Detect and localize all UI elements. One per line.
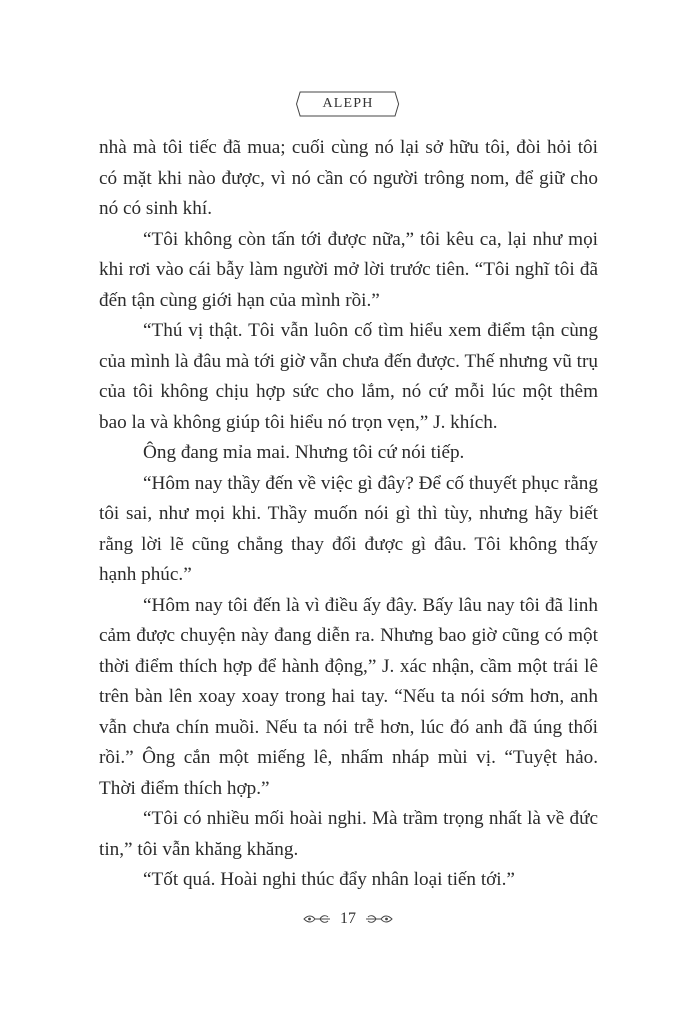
paragraph: “Tốt quá. Hoài nghi thúc đẩy nhân loại tiến tới.”: [143, 869, 515, 890]
paragraph: “Thú vị thật. Tôi vẫn luôn cố tìm hiểu xem điểm tận cùng của mình là đâu mà tới giờ vẫn chưa đến được. Thế nhưng vũ trụ của tôi không chịu hợp sức cho lắm, nó cứ mỗi lúc một thêm bao la và không giúp tôi hiểu nó trọn vẹn,” J. khích.: [99, 320, 598, 433]
paragraph: Ông đang mỉa mai. Nhưng tôi cứ nói tiếp.: [143, 442, 465, 463]
page-number: 17: [340, 910, 356, 927]
body-text: [99, 133, 598, 896]
page-footer: [0, 910, 696, 928]
paragraph: nhà mà tôi tiếc đã mua; cuối cùng nó lại sở hữu tôi, đòi hỏi tôi có mặt khi nào được, vì nó cần có người trông nom, để giữ cho nó có sinh khí.: [99, 137, 598, 219]
running-title: ALEPH: [322, 96, 374, 111]
ornament-left-icon: [302, 912, 332, 926]
paragraph: “Hôm nay tôi đến là vì điều ấy đây. Bấy lâu nay tôi đã linh cảm được chuyện này đang diễn ra. Nhưng bao giờ cũng có một thời điểm thích hợp để hành động,” J. xác nhận, cầm một trái lê trên bàn lên xoay xoay trong hai tay. “Nếu ta nói sớm hơn, anh vẫn chưa chín muồi. Nếu ta nói trễ hơn, lúc đó anh đã úng thối rồi.” Ông cắn một miếng lê, nhấm nháp mùi vị. “Tuyệt hảo. Thời điểm thích hợp.”: [99, 594, 598, 799]
paragraph: “Hôm nay thầy đến về việc gì đây? Để cố thuyết phục rằng tôi sai, như mọi khi. Thầy muốn nói gì thì tùy, nhưng hãy biết rằng lời lẽ cũng chẳng thay đổi được gì đâu. Tôi không thấy hạnh phúc.”: [99, 472, 598, 585]
running-header: [0, 91, 696, 117]
ornament-right-icon: [364, 912, 394, 926]
paragraph: “Tôi có nhiều mối hoài nghi. Mà trầm trọng nhất là về đức tin,” tôi vẫn khăng khăng.: [99, 808, 598, 860]
paragraph: “Tôi không còn tấn tới được nữa,” tôi kêu ca, lại như mọi khi rơi vào cái bẫy làm người mở lời trước tiên. “Tôi nghĩ tôi đã đến tận cùng giới hạn của mình rồi.”: [99, 228, 598, 311]
header-frame: [296, 91, 399, 117]
